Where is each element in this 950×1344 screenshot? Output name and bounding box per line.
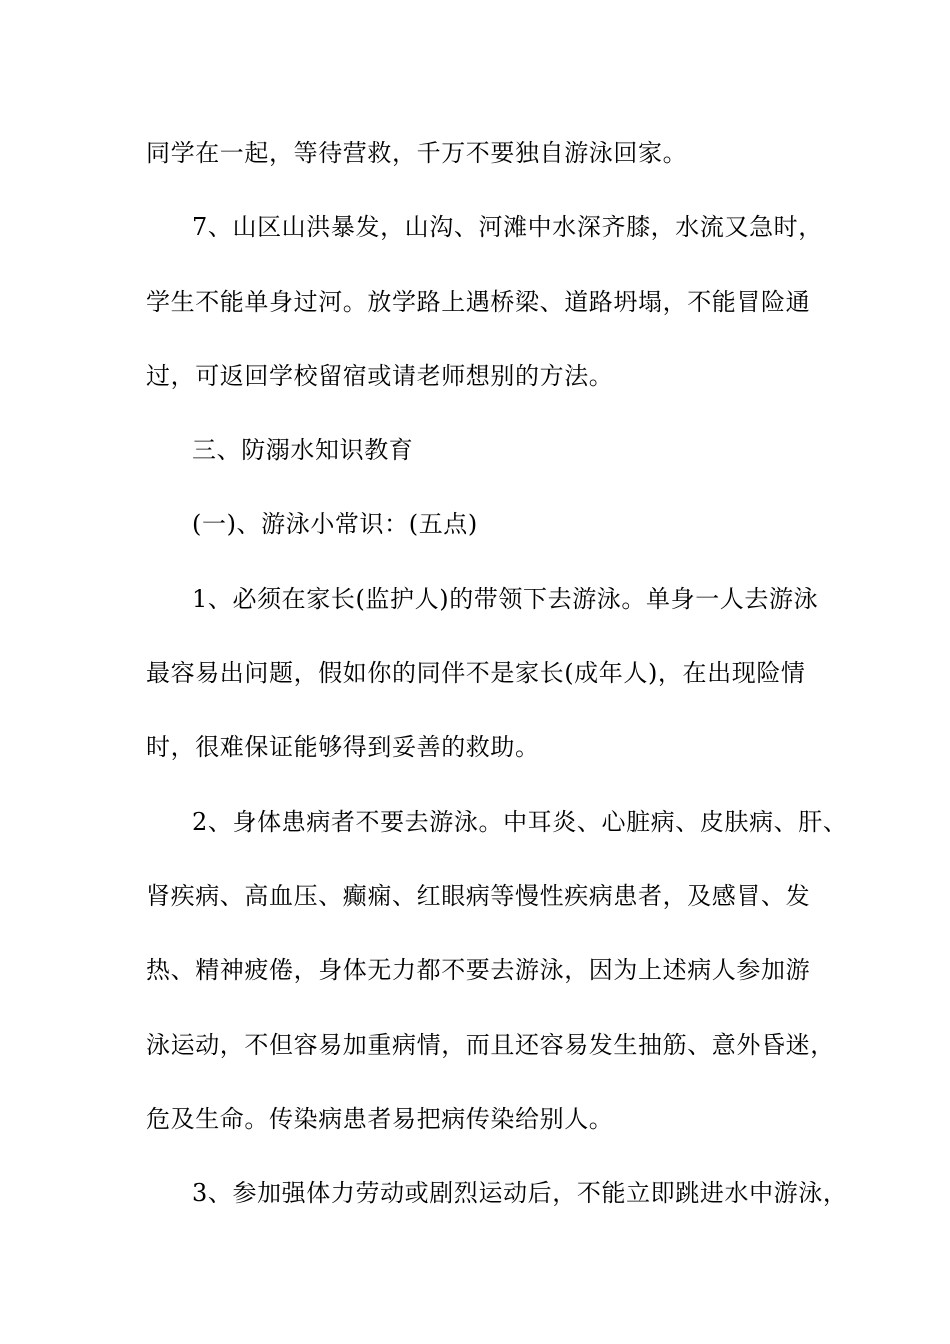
text-line: 泳运动，不但容易加重病情，而且还容易发生抽筋、意外昏迷， bbox=[146, 1030, 835, 1059]
section-heading: 三、防溺水知识教育 bbox=[192, 436, 414, 465]
document-body bbox=[146, 128, 848, 1242]
text-line: 时，很难保证能够得到妥善的救助。 bbox=[146, 733, 540, 762]
text-line: 过，可返回学校留宿或请老师想别的方法。 bbox=[146, 361, 614, 390]
text-line: 同学在一起，等待营救，千万不要独自游泳回家。 bbox=[146, 139, 688, 167]
text-line: 学生不能单身过河。放学路上遇桥梁、道路坍塌，不能冒险通 bbox=[146, 287, 811, 316]
text-line: 危及生命。传染病患者易把病传染给别人。 bbox=[146, 1104, 614, 1133]
paragraph-item-7-start: 7、山区山洪暴发，山沟、河滩中水深齐膝，水流又急时， bbox=[192, 213, 823, 242]
text-line: 最容易出问题，假如你的同伴不是家长(成年人)，在出现险情 bbox=[146, 659, 806, 688]
text-line: 热、精神疲倦，身体无力都不要去游泳，因为上述病人参加游 bbox=[146, 956, 811, 985]
paragraph-item-2-start: 2、身体患病者不要去游泳。中耳炎、心脏病、皮肤病、肝、 bbox=[192, 807, 848, 836]
paragraph-item-3-start: 3、参加强体力劳动或剧烈运动后，不能立即跳进水中游泳， bbox=[192, 1179, 848, 1208]
text-line: 肾疾病、高血压、癫痫、红眼病等慢性疾病患者，及感冒、发 bbox=[146, 881, 811, 910]
paragraph-item-1-start: 1、必须在家长(监护人)的带领下去游泳。单身一人去游泳 bbox=[192, 584, 819, 613]
subsection-heading: (一)、游泳小常识：(五点) bbox=[192, 510, 478, 539]
